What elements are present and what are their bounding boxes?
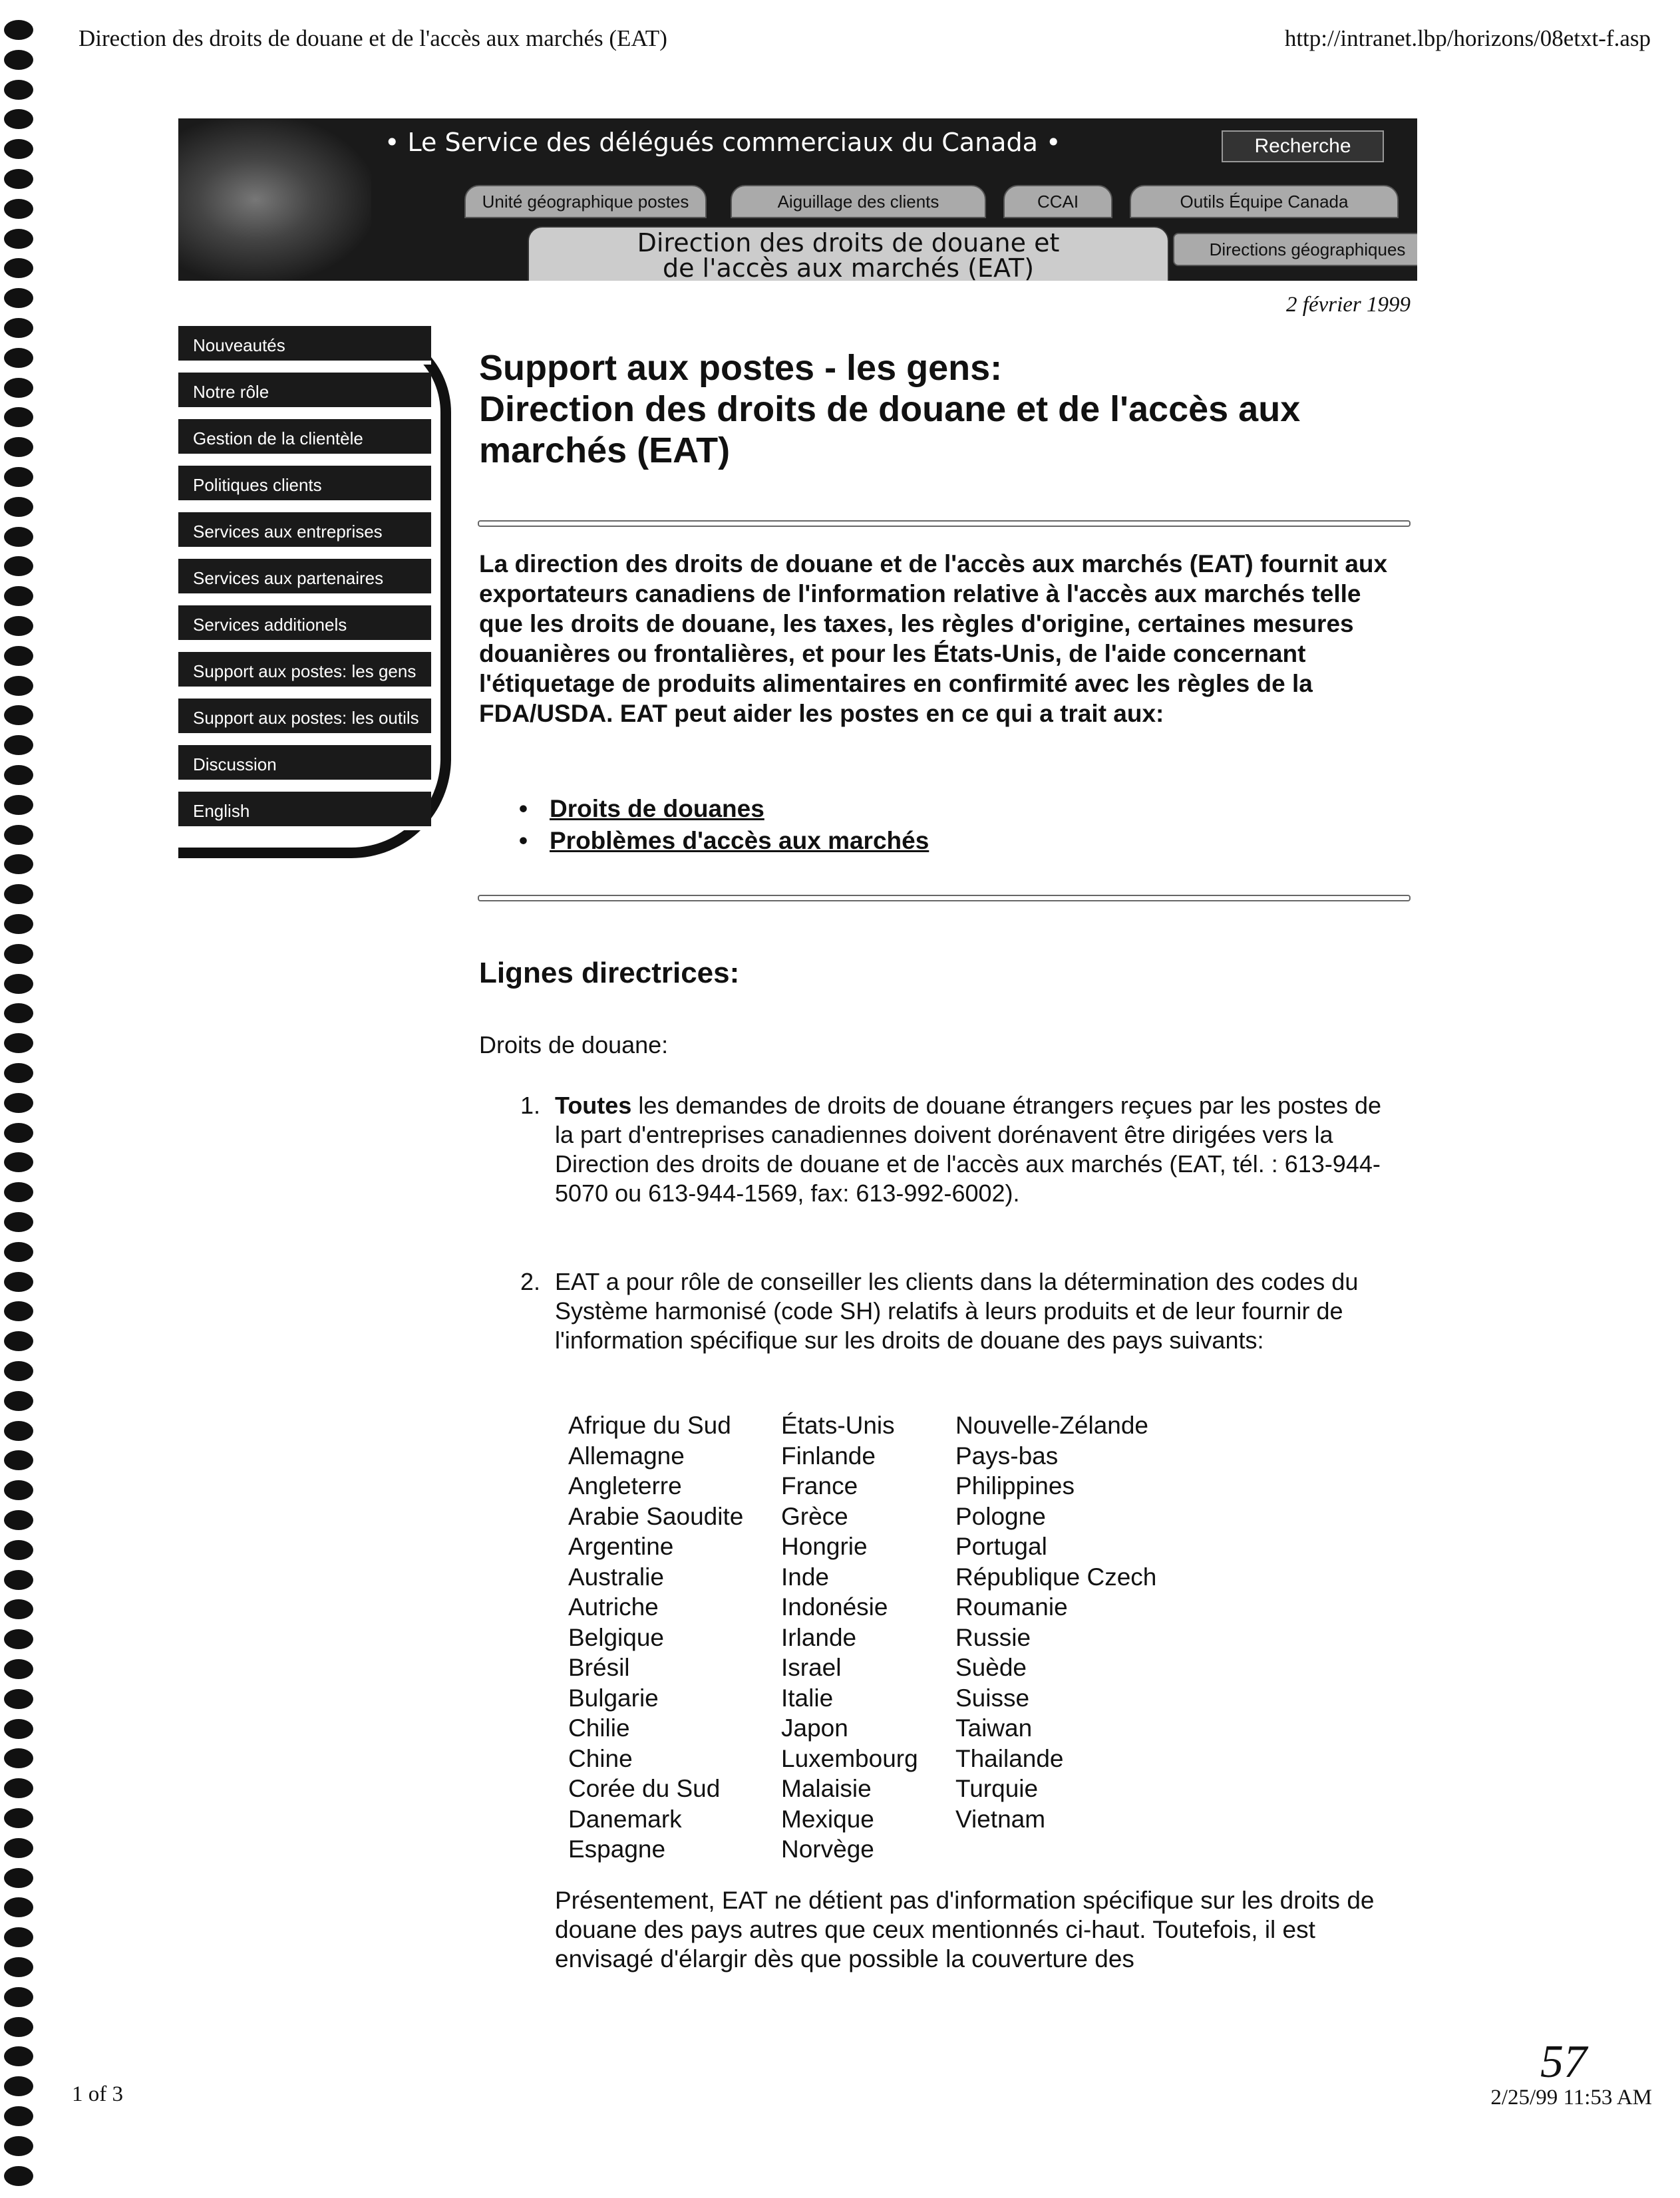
country-name: Espagne — [568, 1835, 666, 1863]
binder-hole — [4, 1927, 33, 1947]
divider — [478, 520, 1411, 527]
binder-hole — [4, 1957, 33, 1977]
binder-hole — [4, 646, 33, 666]
binder-hole — [4, 1778, 33, 1798]
binder-hole — [4, 1421, 33, 1441]
list-item-2-text: EAT a pour rôle de conseiller les clients dans la détermination des codes du Système harmonisé (code SH) relatifs à leurs produits et de leur fournir de l'information spécifique sur les droits de douane des pays suivants: — [555, 1268, 1359, 1354]
binder-hole — [4, 1629, 33, 1649]
binder-hole — [4, 1450, 33, 1470]
tab-equipe-canada[interactable]: Outils Équipe Canada — [1130, 185, 1399, 218]
country-name: Brésil — [568, 1654, 630, 1681]
list-number: 1. — [520, 1092, 541, 1119]
tab-eat-active[interactable] — [528, 226, 1169, 281]
guidelines-heading: Lignes directrices: — [479, 957, 740, 989]
binder-hole — [4, 1868, 33, 1888]
sidebar-item-politiques-clients[interactable]: Politiques clients — [178, 466, 431, 504]
binder-holes — [4, 20, 35, 2198]
binder-hole — [4, 795, 33, 815]
country-name: Argentine — [568, 1533, 674, 1560]
country-name: Chilie — [568, 1714, 630, 1742]
binder-hole — [4, 1719, 33, 1739]
country-name: Philippines — [955, 1472, 1075, 1499]
binder-hole — [4, 1510, 33, 1530]
binder-hole — [4, 974, 33, 994]
binder-hole — [4, 258, 33, 278]
print-header-url: http://intranet.lbp/horizons/08etxt-f.asp — [1284, 25, 1651, 51]
country-name: Thailande — [955, 1744, 1064, 1772]
country-name: Belgique — [568, 1623, 665, 1651]
list-item-1-text: les demandes de droits de douane étrangers reçues par les postes de la part d'entreprises canadiennes doivent dorénavent être dirigées vers la Direction des droits de douane et de l'accès aux marchés (EAT, tél. : 613-944-5070 ou 613-944-1569, fax: 613-992-6002). — [555, 1092, 1382, 1207]
country-name: Irlande — [781, 1623, 857, 1651]
countries-column-1 — [568, 1410, 743, 1865]
country-name: Roumanie — [955, 1593, 1068, 1621]
binder-hole — [4, 1480, 33, 1500]
binder-hole — [4, 318, 33, 338]
tab-directions-geographiques[interactable]: Directions géographiques — [1173, 233, 1417, 266]
country-name: Malaisie — [781, 1775, 872, 1802]
binder-hole — [4, 1361, 33, 1381]
sidebar-item-support-outils[interactable]: Support aux postes: les outils — [178, 699, 431, 737]
print-header-title: Direction des droits de douane et de l'accès aux marchés (EAT) — [79, 25, 667, 51]
binder-hole — [4, 1063, 33, 1083]
binder-hole — [4, 765, 33, 785]
link-problemes-acces[interactable]: Problèmes d'accès aux marchés — [550, 827, 929, 854]
binder-hole — [4, 1659, 33, 1679]
binder-hole — [4, 1242, 33, 1262]
country-name: Turquie — [955, 1775, 1039, 1802]
binder-hole — [4, 1808, 33, 1828]
page-title-line1: Support aux postes - les gens: — [479, 348, 1003, 388]
binder-hole — [4, 2136, 33, 2156]
binder-hole — [4, 348, 33, 368]
country-name: Grèce — [781, 1502, 848, 1530]
binder-hole — [4, 169, 33, 189]
binder-hole — [4, 676, 33, 696]
binder-hole — [4, 497, 33, 517]
country-name: Russie — [955, 1623, 1031, 1651]
countries-column-3 — [955, 1410, 1156, 1834]
country-name: Mexique — [781, 1805, 874, 1833]
country-name: Italie — [781, 1684, 834, 1712]
binder-hole — [4, 437, 33, 457]
sidebar-item-services-additionels[interactable]: Services additionels — [178, 605, 431, 644]
active-tab-line1: Direction des droits de douane et — [637, 228, 1060, 257]
handwritten-page-number: 57 — [1540, 2036, 1587, 2088]
country-name: Corée du Sud — [568, 1775, 721, 1802]
list-text — [555, 1091, 1400, 1208]
binder-hole — [4, 139, 33, 159]
country-name: Angleterre — [568, 1472, 682, 1499]
country-name: Inde — [781, 1563, 830, 1591]
country-name: Indonésie — [781, 1593, 888, 1621]
service-name: • Le Service des délégués commerciaux du Canada • — [385, 128, 1061, 157]
binder-hole — [4, 616, 33, 636]
print-footer-page: 1 of 3 — [72, 2082, 123, 2106]
binder-hole — [4, 944, 33, 964]
tab-ccai[interactable]: CCAI — [1003, 185, 1112, 218]
binder-hole — [4, 199, 33, 219]
tab-unite-geographique[interactable]: Unité géographique postes — [464, 185, 707, 218]
site-banner — [178, 118, 1417, 281]
country-name: Pays-bas — [955, 1442, 1059, 1470]
binder-hole — [4, 556, 33, 576]
binder-hole — [4, 914, 33, 934]
sidebar-item-notre-role[interactable]: Notre rôle — [178, 373, 431, 411]
binder-hole — [4, 1331, 33, 1351]
binder-hole — [4, 1182, 33, 1202]
country-name: États-Unis — [781, 1412, 895, 1439]
print-footer-datetime: 2/25/99 11:53 AM — [1490, 2086, 1652, 2110]
binder-hole — [4, 586, 33, 606]
country-name: Portugal — [955, 1533, 1047, 1560]
page-title — [479, 347, 1411, 471]
country-name: Allemagne — [568, 1442, 685, 1470]
binder-hole — [4, 1838, 33, 1858]
binder-hole — [4, 2106, 33, 2126]
binder-hole — [4, 1033, 33, 1053]
binder-hole — [4, 1152, 33, 1172]
binder-hole — [4, 378, 33, 398]
country-name: Pologne — [955, 1502, 1046, 1530]
country-name: Suisse — [955, 1684, 1030, 1712]
page-title-line2: Direction des droits de douane et de l'accès aux marchés (EAT) — [479, 389, 1301, 470]
binder-hole — [4, 884, 33, 904]
binder-hole — [4, 288, 33, 308]
sidebar-item-discussion[interactable]: Discussion — [178, 745, 431, 784]
globe-logo-icon — [178, 118, 371, 281]
emphasis-text: Toutes — [555, 1092, 632, 1119]
country-name: Hongrie — [781, 1533, 868, 1560]
binder-hole — [4, 1570, 33, 1590]
country-name: Taiwan — [955, 1714, 1033, 1742]
binder-hole — [4, 50, 33, 70]
binder-hole — [4, 1212, 33, 1232]
binder-hole — [4, 1689, 33, 1709]
binder-hole — [4, 1123, 33, 1143]
binder-hole — [4, 1093, 33, 1113]
intro-paragraph: La direction des droits de douane et de l'accès aux marchés (EAT) fournit aux exportateurs canadiens de l'information relative à l'accès aux marchés telle que les droits de douane, les taxes, les règles d'origine, certaines mesures douanières ou frontalières, et pour les États-Unis, de l'aide concernant l'étiquetage de produits alimentaires en confirmité avec les règles de la FDA/USDA. EAT peut aider les postes en ce qui a trait aux: — [479, 550, 1388, 727]
country-name: Australie — [568, 1563, 664, 1591]
list-number: 2. — [520, 1268, 541, 1295]
closing-paragraph: Présentement, EAT ne détient pas d'information spécifique sur les droits de douane des pays autres que ceux mentionnés ci-haut. Toutefois, il est envisagé d'élargir dès que possible la couverture des — [555, 1887, 1375, 1972]
sidebar-item-gestion-clientele[interactable]: Gestion de la clientèle — [178, 419, 431, 458]
country-name: Afrique du Sud — [568, 1412, 731, 1439]
sidebar-item-english[interactable]: English — [178, 792, 431, 830]
topic-links — [519, 795, 929, 859]
sidebar-item-nouveautes[interactable]: Nouveautés — [178, 326, 431, 365]
binder-hole — [4, 2166, 33, 2186]
binder-hole — [4, 467, 33, 487]
binder-hole — [4, 1272, 33, 1292]
binder-hole — [4, 2017, 33, 2037]
country-name: France — [781, 1472, 858, 1499]
binder-hole — [4, 1391, 33, 1411]
search-button[interactable]: Recherche — [1222, 130, 1384, 162]
country-name: Nouvelle-Zélande — [955, 1412, 1149, 1439]
sidebar-item-services-partenaires[interactable]: Services aux partenaires — [178, 559, 431, 597]
country-name: Luxembourg — [781, 1744, 918, 1772]
binder-hole — [4, 825, 33, 845]
binder-hole — [4, 80, 33, 100]
country-name: Israel — [781, 1654, 842, 1681]
guidelines-subheading: Droits de douane: — [479, 1031, 669, 1058]
active-tab-line2: de l'accès aux marchés (EAT) — [662, 253, 1035, 281]
country-name: Norvège — [781, 1835, 874, 1863]
country-name: Bulgarie — [568, 1684, 659, 1712]
country-name: Autriche — [568, 1593, 659, 1621]
country-name: Danemark — [568, 1805, 682, 1833]
divider — [478, 895, 1411, 901]
country-name: République Czech — [955, 1563, 1157, 1591]
page-date: 2 février 1999 — [1286, 293, 1411, 317]
sidebar-nav — [178, 326, 451, 858]
country-name: Japon — [781, 1714, 848, 1742]
binder-hole — [4, 1301, 33, 1321]
binder-hole — [4, 1003, 33, 1023]
binder-hole — [4, 854, 33, 874]
sidebar-item-support-gens[interactable]: Support aux postes: les gens — [178, 652, 431, 691]
binder-hole — [4, 1987, 33, 2007]
binder-hole — [4, 407, 33, 427]
binder-hole — [4, 2076, 33, 2096]
binder-hole — [4, 1540, 33, 1560]
binder-hole — [4, 1599, 33, 1619]
binder-hole — [4, 705, 33, 725]
country-name: Finlande — [781, 1442, 876, 1470]
binder-hole — [4, 735, 33, 755]
country-name: Arabie Saoudite — [568, 1502, 744, 1530]
link-droits-douanes[interactable]: Droits de douanes — [550, 795, 764, 822]
binder-hole — [4, 2046, 33, 2066]
binder-hole — [4, 229, 33, 249]
country-name: Chine — [568, 1744, 633, 1772]
binder-hole — [4, 20, 33, 40]
binder-hole — [4, 1748, 33, 1768]
countries-column-2 — [781, 1410, 918, 1865]
sidebar-item-services-entreprises[interactable]: Services aux entreprises — [178, 512, 431, 551]
binder-hole — [4, 109, 33, 129]
binder-hole — [4, 527, 33, 547]
country-name: Vietnam — [955, 1805, 1046, 1833]
tab-aiguillage[interactable]: Aiguillage des clients — [731, 185, 986, 218]
country-name: Suède — [955, 1654, 1027, 1681]
binder-hole — [4, 1897, 33, 1917]
